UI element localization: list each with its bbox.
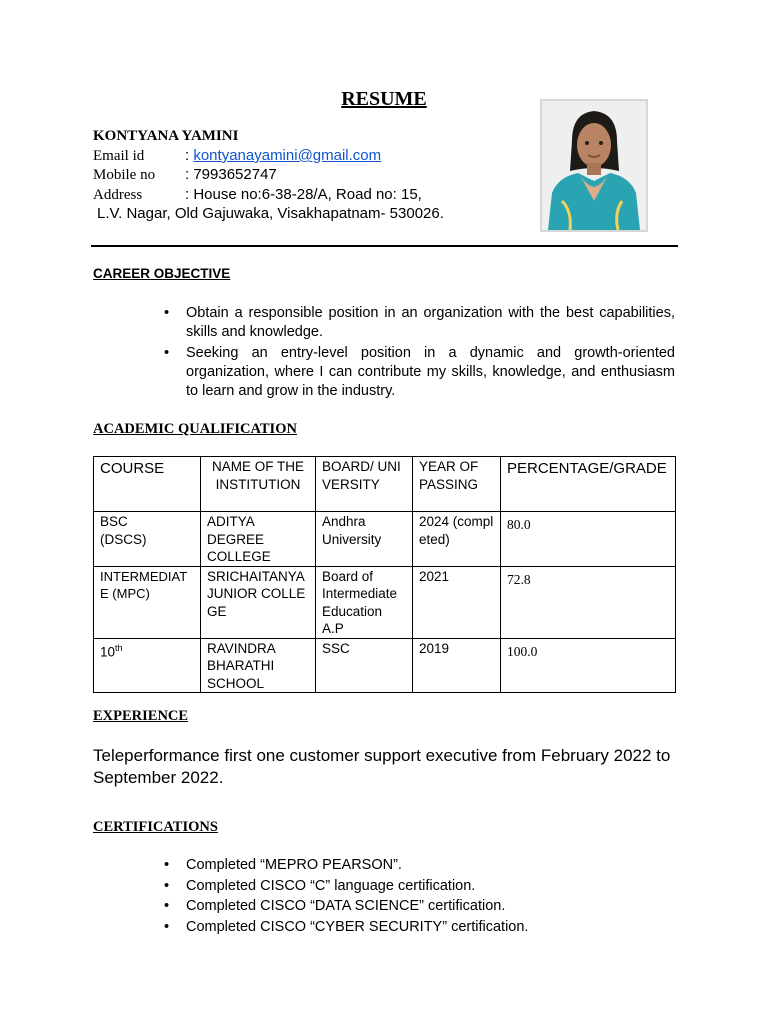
table-cell-text: 10 xyxy=(100,644,116,659)
email-row xyxy=(93,147,381,166)
profile-photo-image xyxy=(542,101,646,230)
table-cell: SRICHAITANYA JUNIOR COLLEGE xyxy=(201,566,316,638)
list-item-text: Completed CISCO “DATA SCIENCE” certification. xyxy=(186,898,506,914)
table-cell: BSC (DSCS) xyxy=(94,512,201,567)
candidate-name: KONTYANA YAMINI xyxy=(93,128,239,144)
list-item xyxy=(164,897,666,916)
career-objective-list xyxy=(164,304,675,403)
table-row xyxy=(94,638,676,693)
table-row xyxy=(94,512,676,567)
table-cell: 100.0 xyxy=(501,638,676,693)
table-row xyxy=(94,566,676,638)
career-objective-heading: CAREER OBJECTIVE xyxy=(93,266,231,281)
mobile-value: 7993652747 xyxy=(193,166,277,183)
mobile-row xyxy=(93,166,277,185)
certifications-heading: CERTIFICATIONS xyxy=(93,819,218,835)
address-row xyxy=(93,186,422,205)
address-label: Address xyxy=(93,187,143,203)
table-header-cell: PERCENTAGE/GRADE xyxy=(501,457,676,512)
table-cell: SSC xyxy=(316,638,413,693)
experience-text: Teleperformance first one customer support executive from February 2022 to September 2022. xyxy=(93,746,671,787)
certifications-list xyxy=(164,856,666,938)
table-header-cell: YEAR OF PASSING xyxy=(413,457,501,512)
table-cell: INTERMEDIATE (MPC) xyxy=(94,566,201,638)
list-item-text: Obtain a responsible position in an organization with the best capabilities, skills and knowledge. xyxy=(186,305,675,340)
table-cell: RAVINDRA BHARATHI SCHOOL xyxy=(201,638,316,693)
list-item xyxy=(164,877,666,896)
table-header-row xyxy=(94,457,676,512)
list-item xyxy=(164,918,666,937)
bullet-icon: • xyxy=(164,918,170,935)
table-header-cell: BOARD/ UNIVERSITY xyxy=(316,457,413,512)
list-item xyxy=(164,344,675,401)
table-cell: 2024 (completed) xyxy=(413,512,501,567)
table-cell: ADITYA DEGREE COLLEGE xyxy=(201,512,316,567)
header-divider xyxy=(91,245,678,247)
bullet-icon: • xyxy=(164,345,170,361)
bullet-icon: • xyxy=(164,305,170,321)
email-label: Email id xyxy=(93,148,145,164)
list-item xyxy=(164,304,675,342)
table-cell: Andhra University xyxy=(316,512,413,567)
bullet-icon: • xyxy=(164,877,170,894)
address-separator: : xyxy=(185,186,190,203)
table-cell: 72.8 xyxy=(501,566,676,638)
experience-heading: EXPERIENCE xyxy=(93,708,189,724)
superscript: th xyxy=(115,642,123,653)
table-cell xyxy=(94,638,201,693)
academic-table xyxy=(93,456,676,693)
mobile-label: Mobile no xyxy=(93,167,156,183)
page-title: RESUME xyxy=(341,88,427,110)
table-header-cell: COURSE xyxy=(94,457,201,512)
list-item-text: Seeking an entry-level position in a dynamic and growth-oriented organization, where I can contribute my skills, knowledge, and enthusiasm to learn and grow in the industry. xyxy=(186,345,675,399)
table-header-cell: NAME OF THE INSTITUTION xyxy=(201,457,316,512)
list-item xyxy=(164,856,666,875)
email-link[interactable]: kontyanayamini@gmail.com xyxy=(193,147,382,164)
address-line1: House no:6-38-28/A, Road no: 15, xyxy=(193,186,422,203)
table-cell: Board of Intermediate Education A.P xyxy=(316,566,413,638)
profile-photo xyxy=(540,99,648,232)
table-cell: 80.0 xyxy=(501,512,676,567)
table-cell: 2021 xyxy=(413,566,501,638)
table-cell: 2019 xyxy=(413,638,501,693)
academic-heading: ACADEMIC QUALIFICATION xyxy=(93,421,297,437)
list-item-text: Completed CISCO “CYBER SECURITY” certification. xyxy=(186,918,529,935)
email-separator: : xyxy=(185,147,190,164)
bullet-icon: • xyxy=(164,898,170,914)
address-line2: L.V. Nagar, Old Gajuwaka, Visakhapatnam- 530026. xyxy=(97,205,444,222)
bullet-icon: • xyxy=(164,857,170,873)
list-item-text: Completed “MEPRO PEARSON”. xyxy=(186,857,402,873)
list-item-text: Completed CISCO “C” language certification. xyxy=(186,877,476,894)
mobile-separator: : xyxy=(185,166,190,183)
